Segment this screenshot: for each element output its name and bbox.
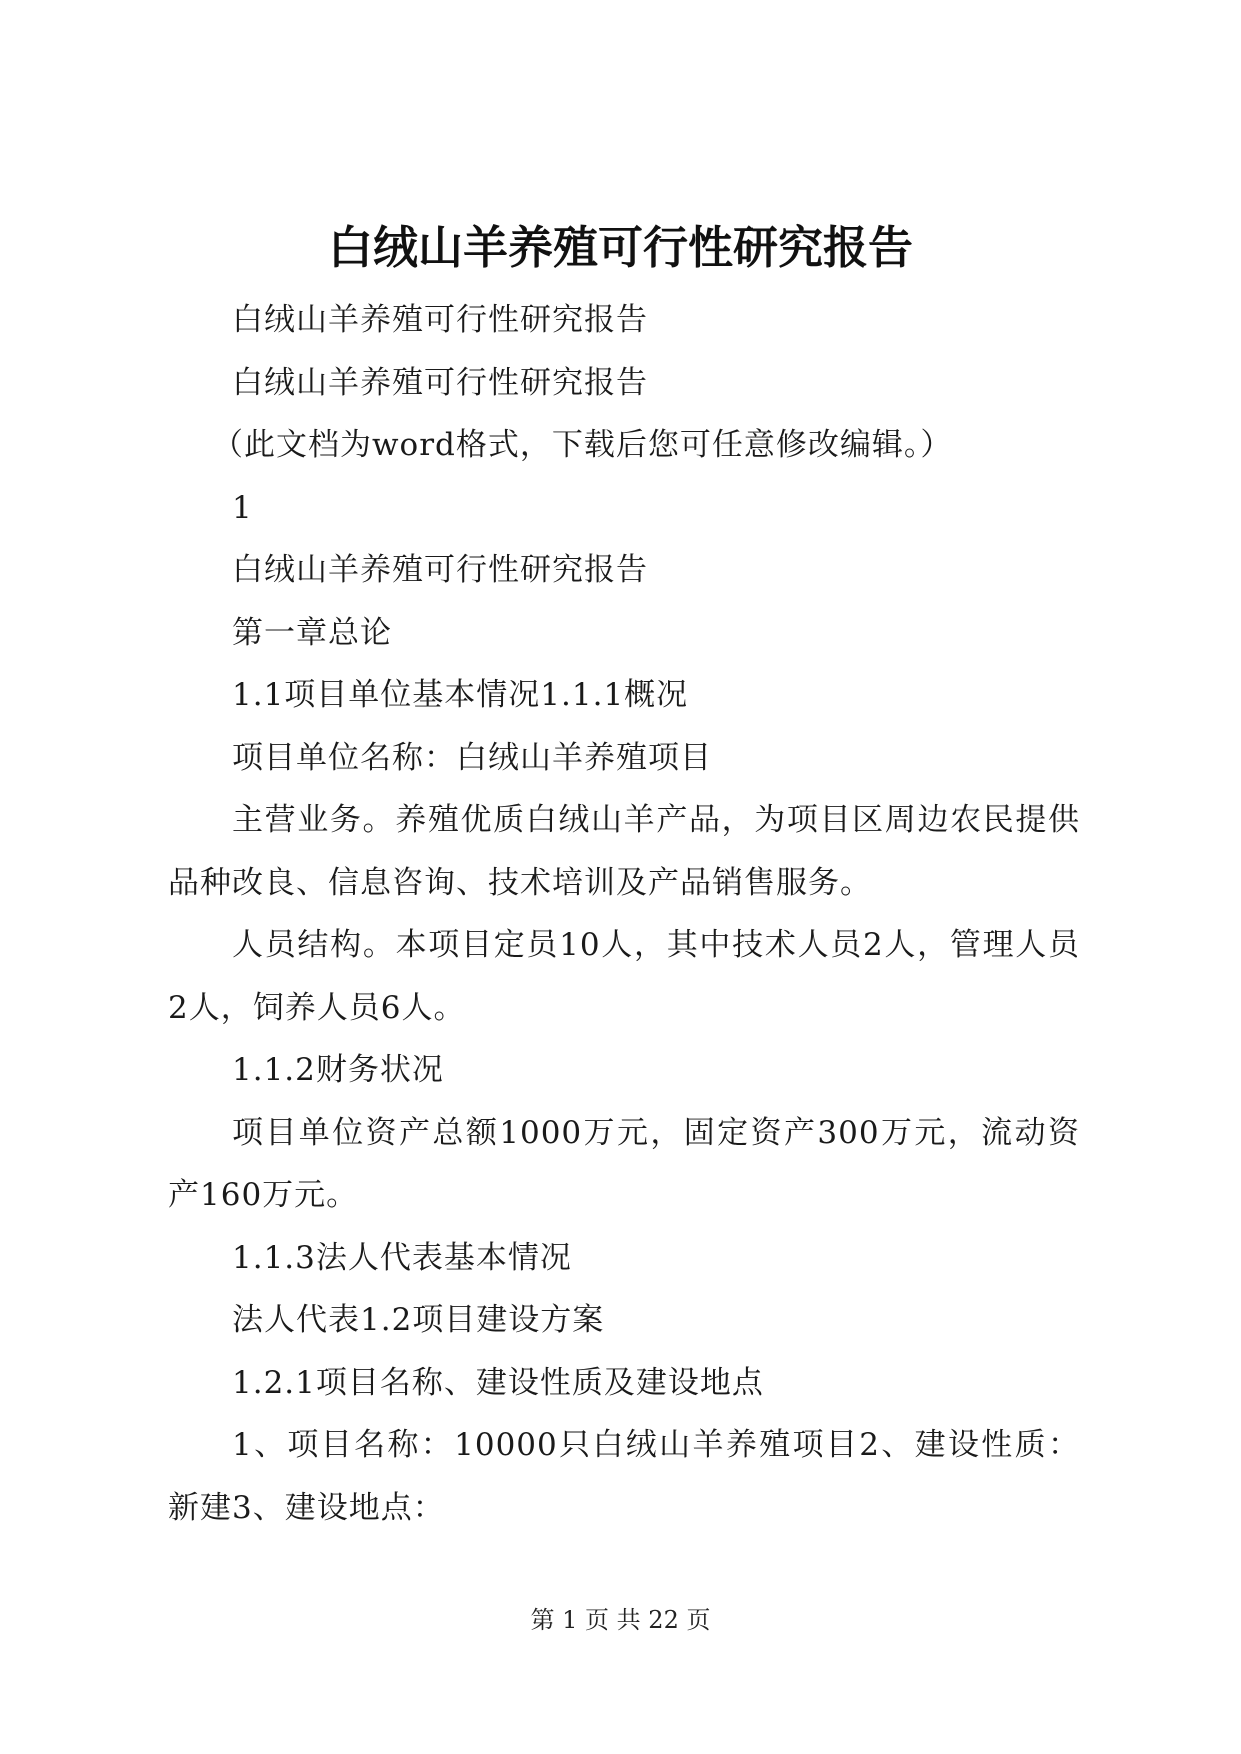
paragraph: 1 — [232, 489, 253, 526]
paragraph: 1.1项目单位基本情况1.1.1概况 — [232, 677, 689, 713]
paragraph: 第一章总论 — [232, 614, 392, 651]
paragraph: 1.1.2财务状况 — [232, 1052, 444, 1088]
paragraph: 白绒山羊养殖可行性研究报告 — [232, 364, 648, 401]
page-number-label: 第 1 页 共 22 页 — [530, 1606, 711, 1634]
paragraph: 1.1.3法人代表基本情况 — [232, 1239, 572, 1276]
paragraph: 白绒山羊养殖可行性研究报告 — [232, 302, 648, 338]
paragraph: 人员结构。本项目定员10人，其中技术人员2人，管理人员2人，饲养人员6人。 — [168, 927, 1080, 1026]
document-title: 白绒山羊养殖可行性研究报告 — [327, 221, 913, 274]
paragraph: 1、项目名称：10000只白绒山羊养殖项目2、建设性质：新建3、建设地点： — [168, 1427, 1080, 1526]
paragraph: 项目单位资产总额1000万元，固定资产300万元，流动资产160万元。 — [168, 1114, 1080, 1213]
paragraph: 项目单位名称：白绒山羊养殖项目 — [232, 739, 712, 776]
paragraph: 1.2.1项目名称、建设性质及建设地点 — [232, 1364, 764, 1401]
paragraph: （此文档为word格式，下载后您可任意修改编辑。） — [212, 427, 953, 463]
paragraph: 主营业务。养殖优质白绒山羊产品，为项目区周边农民提供品种改良、信息咨询、技术培训及产品销售服务。 — [168, 802, 1080, 901]
document-body — [168, 289, 1080, 1539]
paragraph: 白绒山羊养殖可行性研究报告 — [232, 552, 648, 588]
page-footer — [0, 1605, 1241, 1635]
paragraph: 法人代表1.2项目建设方案 — [232, 1302, 605, 1338]
